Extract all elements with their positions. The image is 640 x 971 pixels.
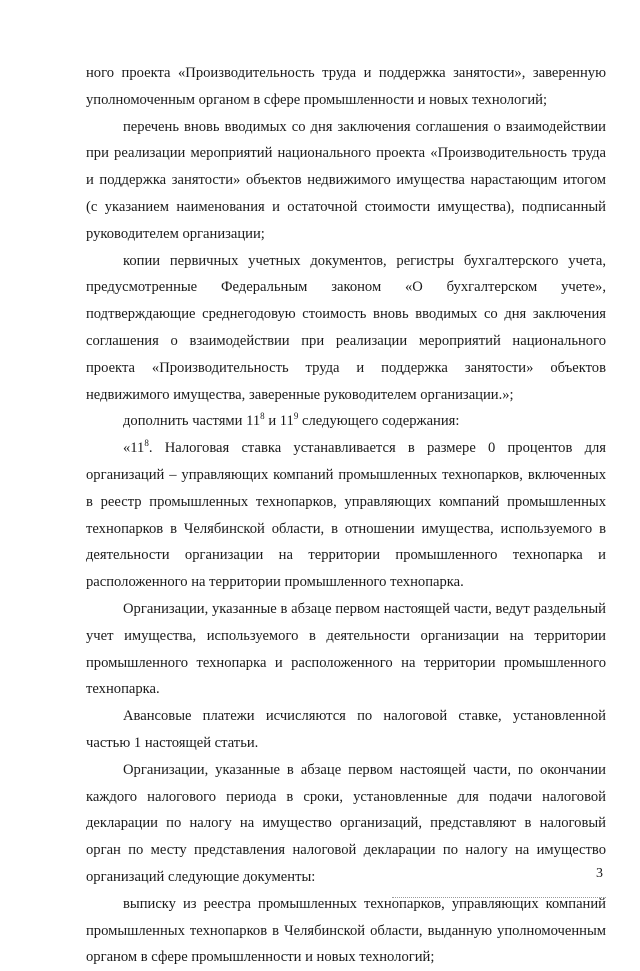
paragraph-3: копии первичных учетных документов, регистры бухгалтерского учета, предусмотренные Федеральным законом «О бухгалтерском учете», подтверждающие среднегодовую стоимость вновь вводимых со дня заключения соглашения о взаимодействии при реализации мероприятий национального проекта «Производительность труда и поддержка занятости» объектов недвижимого имущества, заверенные руководителем организации.»; — [86, 252, 606, 403]
paragraph-4-text-a: дополнить частями 11 — [123, 413, 261, 430]
paragraph-1: ного проекта «Производительность труда и поддержка занятости», заверенную уполномоченным органом в сфере промышленности и новых технологий; — [86, 65, 606, 108]
paragraph-7: Авансовые платежи исчисляются по налоговой ставке, установленной частью 1 настоящей статьи. — [86, 708, 606, 751]
paragraph-2: перечень вновь вводимых со дня заключения соглашения о взаимодействии при реализации мероприятий национального проекта «Производительность труда и поддержка занятости» объектов недвижимого имущества нарастающим итогом (с указанием наименования и остаточной стоимости имущества), подписанный руководителем организации; — [86, 118, 606, 242]
paragraph-5 — [86, 435, 606, 596]
paragraph-5-text-b: . Налоговая ставка устанавливается в размере 0 процентов для организаций – управляющих компаний промышленных технопарков, включенных в реестр промышленных технопарков, управляющих компаний промышленных технопарков в Челябинской области, в отношении имущества, используемого в деятельности организации на территории промышленного технопарка и расположенного на территории промышленного технопарка. — [86, 440, 606, 591]
document-body — [86, 60, 606, 971]
paragraph-5-text-a: «11 — [123, 440, 145, 457]
paragraph-6: Организации, указанные в абзаце первом настоящей части, ведут раздельный учет имущества, используемого в деятельности организации на территории промышленного технопарка и расположенного на территории промышленного технопарка. — [86, 600, 606, 698]
page-number: 3 — [596, 866, 603, 881]
paragraph-4 — [86, 408, 606, 435]
superscript-9: 9 — [293, 411, 299, 422]
superscript-8: 8 — [144, 438, 149, 449]
superscript-8: 8 — [260, 411, 265, 422]
paragraph-8: Организации, указанные в абзаце первом настоящей части, по окончании каждого налогового периода в сроки, установленные для подачи налоговой декларации по налогу на имущество организаций, представляют в налоговый орган по месту представления налоговой декларации по налогу на имущество организаций следующие документы: — [86, 761, 606, 885]
paragraph-4-text-b: и 11 — [264, 413, 294, 430]
paragraph-4-text-c: следующего содержания: — [298, 413, 460, 430]
footer-divider — [392, 897, 606, 898]
paragraph-9: выписку из реестра промышленных технопарков, управляющих компаний промышленных технопарков в Челябинской области, выданную уполномоченным органом в сфере промышленности и новых технологий; — [86, 895, 606, 966]
